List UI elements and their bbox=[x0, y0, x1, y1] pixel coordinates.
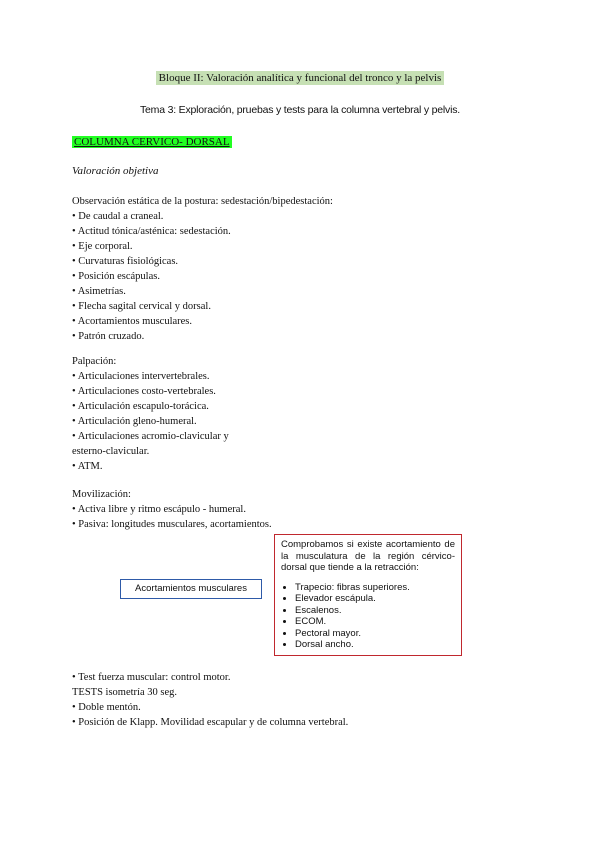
list-item: • Articulaciones acromio-clavicular y bbox=[72, 431, 229, 442]
list-item: • Articulación gleno-humeral. bbox=[72, 416, 197, 427]
list-item: • Asimetrías. bbox=[72, 286, 126, 297]
callout-description: Comprobamos si existe acortamiento de la musculatura de la región cérvico-dorsal que tiende a la retracción: bbox=[281, 539, 455, 573]
list-item: • De caudal a craneal. bbox=[72, 211, 164, 222]
list-item: • Eje corporal. bbox=[72, 241, 133, 252]
static-observation-heading: Observación estática de la postura: sedestación/bipedestación: bbox=[72, 196, 333, 207]
block-title-text: Bloque II: Valoración analítica y funcional del tronco y la pelvis bbox=[156, 71, 445, 85]
subtitle: Valoración objetiva bbox=[72, 165, 159, 177]
list-item: • Elevador escápula. bbox=[295, 593, 455, 605]
list-item: • Pasiva: longitudes musculares, acortamientos. bbox=[72, 519, 272, 530]
list-item: • ATM. bbox=[72, 461, 103, 472]
list-item: • Escalenos. bbox=[295, 605, 455, 617]
list-item: • Articulación escapulo-torácica. bbox=[72, 401, 209, 412]
list-item: • Doble mentón. bbox=[72, 702, 141, 713]
list-item: • Dorsal ancho. bbox=[295, 639, 455, 651]
list-item: • Acortamientos musculares. bbox=[72, 316, 193, 327]
topic-title: Tema 3: Exploración, pruebas y tests para la columna vertebral y pelvis. bbox=[139, 104, 460, 116]
palpation-section bbox=[72, 354, 229, 474]
block-title bbox=[0, 72, 600, 84]
static-observation-section bbox=[72, 194, 333, 344]
callout-box bbox=[274, 534, 462, 656]
list-item: • Patrón cruzado. bbox=[72, 331, 145, 342]
list-item: • Articulaciones intervertebrales. bbox=[72, 371, 210, 382]
section-heading-text: COLUMNA CERVICO- DORSAL bbox=[74, 136, 230, 148]
list-item: • Posición de Klapp. Movilidad escapular y de columna vertebral. bbox=[72, 717, 349, 728]
acortamientos-label-box: Acortamientos musculares bbox=[120, 579, 262, 599]
callout-list bbox=[281, 582, 455, 651]
list-item: • Actitud tónica/asténica: sedestación. bbox=[72, 226, 231, 237]
list-item: • Curvaturas fisiológicas. bbox=[72, 256, 179, 267]
tests-section bbox=[72, 670, 348, 730]
section-heading bbox=[72, 136, 232, 148]
list-item: • Test fuerza muscular: control motor. bbox=[72, 672, 231, 683]
mobilization-heading: Movilización: bbox=[72, 489, 131, 500]
list-item: • Flecha sagital cervical y dorsal. bbox=[72, 301, 211, 312]
list-item: • Pectoral mayor. bbox=[295, 628, 455, 640]
list-item: • ECOM. bbox=[295, 616, 455, 628]
list-item: • Activa libre y ritmo escápulo - humeral. bbox=[72, 504, 246, 515]
list-item: • Articulaciones costo-vertebrales. bbox=[72, 386, 216, 397]
palpation-heading: Palpación: bbox=[72, 356, 117, 367]
list-item: • Trapecio: fibras superiores. bbox=[295, 582, 455, 594]
list-item: TESTS isometría 30 seg. bbox=[72, 687, 177, 698]
list-item: • Posición escápulas. bbox=[72, 271, 160, 282]
list-item: esterno-clavicular. bbox=[72, 446, 150, 457]
mobilization-section bbox=[72, 487, 272, 532]
